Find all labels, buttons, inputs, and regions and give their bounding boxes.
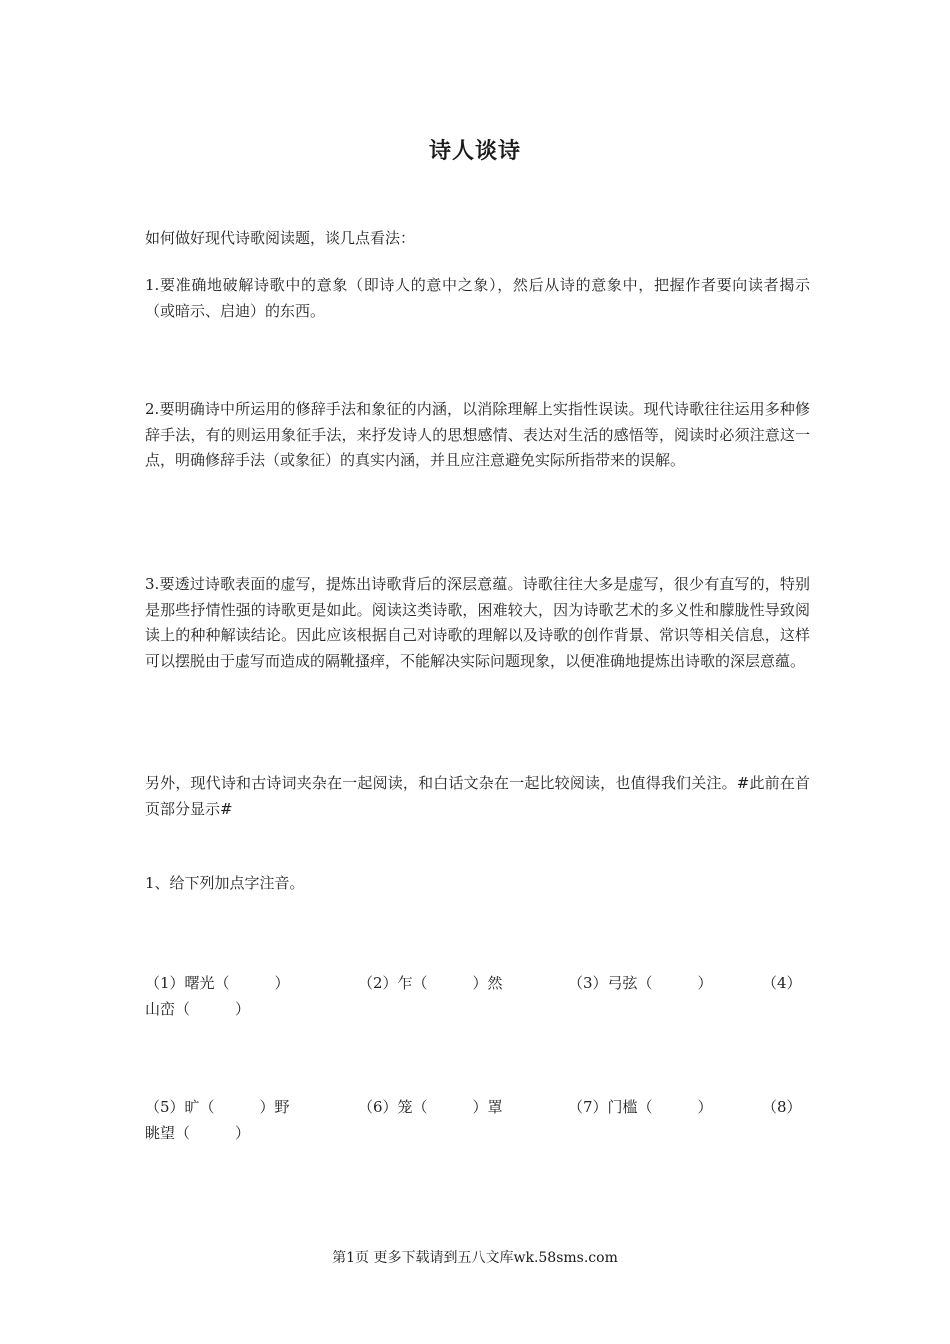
- exercise-item-2: （2）乍（ ）然: [358, 974, 503, 992]
- exercise-item-3: （3）弓弦（ ）: [568, 974, 713, 992]
- note-paragraph: 另外，现代诗和古诗词夹杂在一起阅读，和白话文杂在一起比较阅读，也值得我们关注。#此前在首页部分显示#: [145, 774, 810, 818]
- exercise-row-2: [145, 1095, 810, 1146]
- exercise-item-8: 眺望（ ）: [145, 1123, 251, 1142]
- point-3-paragraph: 3.要透过诗歌表面的虚写，提炼出诗歌背后的深层意蕴。诗歌往往大多是虚写，很少有直写的，特别是那些抒情性强的诗歌更是如此。阅读这类诗歌，困难较大，因为诗歌艺术的多义性和朦胧性导致阅读上的种种解读结论。因此应该根据自己对诗歌的理解以及诗歌的创作背景、常识等相关信息，这样可以摆脱由于虚写而造成的隔靴搔痒，不能解决实际问题现象，以便准确地提炼出诗歌的深层意蕴。: [145, 575, 810, 670]
- exercise-item-1: （1）曙光（ ）: [145, 974, 290, 992]
- point-2-paragraph: 2.要明确诗中所运用的修辞手法和象征的内涵，以消除理解上实指性误读。现代诗歌往往运用多种修辞手法，有的则运用象征手法，来抒发诗人的思想感情、表达对生活的感悟等，阅读时必须注意这一点，明确修辞手法（或象征）的真实内涵，并且应注意避免实际所指带来的误解。: [145, 400, 810, 469]
- exercise-item-6: （6）笼（ ）罩: [358, 1098, 503, 1116]
- document-title: 诗人谈诗: [428, 138, 521, 164]
- exercise-item-8-number: （8）: [762, 1098, 802, 1116]
- page-footer: 第1页 更多下载请到五八文库wk.58sms.com: [332, 1250, 618, 1266]
- exercise-item-4: 山峦（ ）: [145, 999, 251, 1018]
- exercise-row-1: [145, 971, 810, 1022]
- exercise-item-4-number: （4）: [762, 974, 802, 992]
- point-1-paragraph: 1.要准确地破解诗歌中的意象（即诗人的意中之象），然后从诗的意象中，把握作者要向读者揭示（或暗示、启迪）的东西。: [145, 276, 810, 320]
- exercise-item-5: （5）旷（ ）野: [145, 1098, 290, 1116]
- exercise-item-7: （7）门槛（ ）: [568, 1098, 713, 1116]
- intro-paragraph: 如何做好现代诗歌阅读题，谈几点看法：: [145, 229, 416, 247]
- exercise-prompt: 1、给下列加点字注音。: [145, 874, 305, 892]
